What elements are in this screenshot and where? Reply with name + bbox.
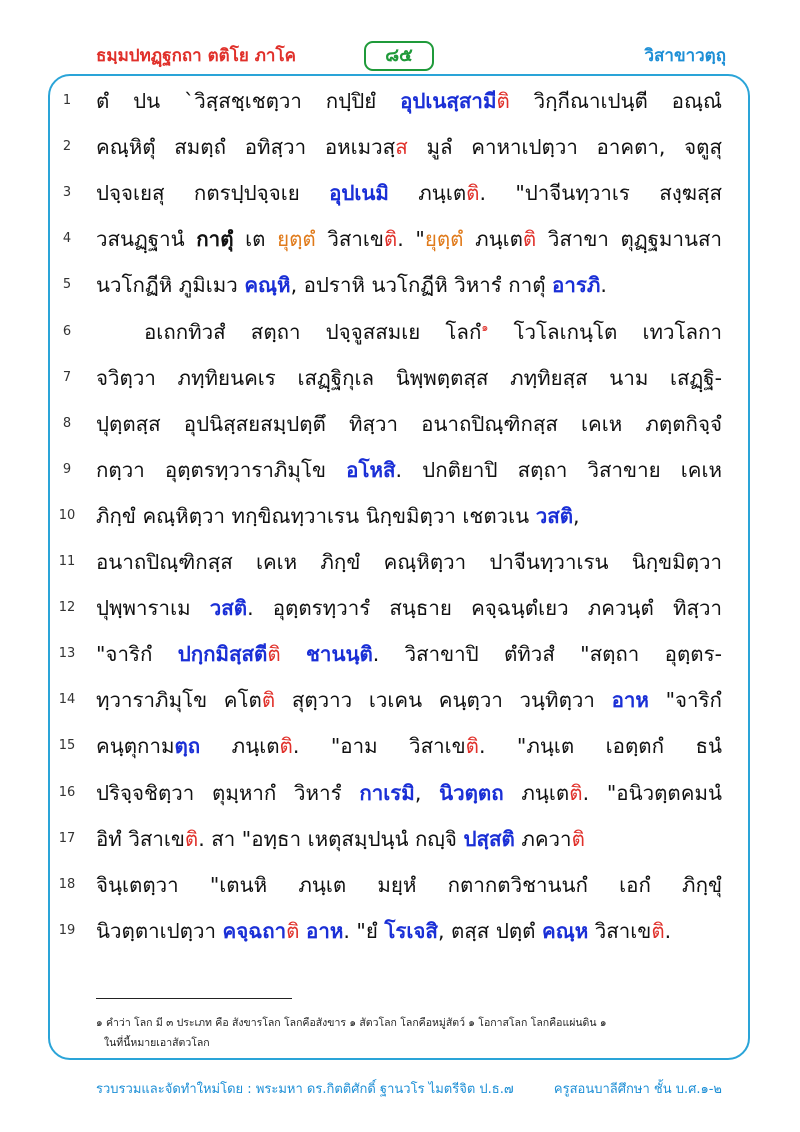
header-book-title: ธมฺมปทฏฺฐกถา ตติโย ภาโค — [96, 46, 296, 66]
highlighted-word: ติ — [522, 227, 537, 252]
highlighted-word: ยุตฺตํ — [277, 227, 316, 252]
highlighted-word: วสติ — [535, 503, 574, 528]
highlighted-word: ติ — [466, 181, 480, 206]
text-run: วิสาเข — [315, 227, 384, 252]
highlighted-word: ๑ — [481, 320, 489, 334]
text-line — [96, 170, 722, 216]
text-run: . "ยํ — [343, 918, 385, 943]
highlighted-word: อุปเนสฺสามี — [400, 89, 497, 113]
text-line — [96, 585, 722, 631]
text-run: มูลํ คาหาเปตฺวา อาคตา, จตูสุ — [407, 135, 722, 160]
text-run: . — [664, 918, 672, 943]
text-run: , ตสฺส ปตฺตํ — [437, 918, 542, 943]
line-number: 6 — [62, 323, 72, 339]
line-number: 12 — [58, 600, 76, 616]
highlighted-word: กาเรมิ — [359, 780, 415, 805]
text-run: วิสาขา ตุฏฺฐมานสา — [536, 227, 722, 252]
line-number: 13 — [58, 646, 76, 662]
highlighted-word: คจฺฉถา — [222, 918, 287, 943]
page-number-badge: ๘๕ — [364, 41, 434, 71]
text-run: ปุตฺตสฺส อุปนิสฺสยสมฺปตฺตึ ทิสฺวา อนาถปิณฺฑิกสฺส เคเห ภตฺตกิจฺจํ — [96, 411, 722, 436]
text-run: , — [573, 503, 580, 528]
text-run: สุตฺวาว เวเคน คนฺตฺวา วนฺทิตฺวา — [275, 688, 612, 713]
text-run: ปุพฺพาราเม — [96, 596, 210, 621]
text-run: . สา "อทฺธา เหตุสมฺปนฺนํ กญฺจิ — [198, 826, 464, 851]
text-line — [96, 723, 722, 769]
header-section-title: วิสาขาวตฺถุ — [644, 46, 726, 66]
text-run: . วิสาขาปิ ตํทิวสํ "สตฺถา อุตฺตร- — [372, 642, 722, 667]
text-run: คณฺหิตุํ สมตฺถํ อทิสฺวา อหเมวสฺ — [96, 135, 396, 160]
highlighted-word: ติ — [261, 688, 276, 713]
text-line — [96, 309, 722, 355]
highlighted-word: ปกฺกมิสฺสตี — [177, 642, 268, 667]
highlighted-word: ติ — [496, 89, 510, 113]
text-line — [96, 816, 722, 862]
highlighted-word: โรเจสิ — [384, 918, 438, 943]
text-run: ทฺวาราภิมุโข คโต — [96, 688, 262, 713]
text-run: . ปกติยาปิ สตฺถา วิสาขาย เคเห — [395, 457, 722, 482]
text-run: นิวตฺตาเปตฺวา — [96, 918, 223, 943]
text-line — [96, 770, 722, 816]
text-run: ภนฺเต — [463, 227, 523, 252]
line-number: 18 — [58, 876, 76, 892]
highlighted-word: ติ — [651, 918, 665, 943]
text-line — [96, 447, 722, 493]
text-run: ภิกฺขํ คณฺหิตฺวา ทกฺขิณทฺวาเรน นิกฺขมิตฺวา เชตวเน — [96, 503, 536, 528]
text-run: วสนฏฺฐานํ — [96, 227, 197, 252]
text-run: . — [600, 273, 607, 298]
text-run: . "อาม วิสาเข — [292, 734, 466, 759]
line-number: 11 — [58, 554, 76, 569]
highlighted-word: คณฺห — [541, 918, 589, 943]
footnote-divider — [96, 998, 292, 999]
highlighted-word: อาห — [611, 688, 649, 713]
text-line — [96, 677, 722, 723]
text-line — [96, 493, 722, 539]
text-run: จวิตฺวา ภทฺทิยนคเร เสฏฺฐิกุเล นิพฺพตฺตสฺส ภทฺทิยสฺส นาม เสฏฺฐิ- — [96, 365, 722, 390]
text-run: ตํ ปน `วิสฺสชฺเชตฺวา กปฺปิยํ — [96, 89, 401, 113]
line-number: 10 — [58, 507, 76, 523]
footer-course: ครูสอนบาลีศึกษา ชั้น บ.ศ.๑-๒ — [553, 1082, 722, 1097]
highlighted-word: อารภิ — [552, 273, 601, 298]
line-number: 3 — [62, 185, 72, 201]
line-number: 16 — [58, 784, 76, 800]
line-number: 17 — [58, 830, 76, 846]
footnote-line-2: ในที่นี้หมายเอาสัตวโลก — [104, 1037, 210, 1049]
highlighted-word: ติ — [279, 734, 293, 759]
highlighted-word: ติ — [286, 918, 300, 943]
footnote-line-1: ๑ คำว่า โลก มี ๓ ประเภท คือ สังขารโลก โลกคือสังขาร ๑ สัตวโลก โลกคือหมู่สัตว์ ๑ โอกาสโลก โลกคือแผ่นดิน ๑ — [96, 1017, 607, 1029]
text-run: อนาถปิณฺฑิกสฺส เคเห ภิกฺขํ คณฺหิตฺวา ปาจีนทฺวาเรน นิกฺขมิตฺวา — [96, 550, 722, 574]
line-number: 19 — [58, 922, 76, 938]
line-number: 4 — [62, 231, 72, 247]
highlighted-word: ชานนฺติ — [306, 642, 373, 667]
line-number: 7 — [62, 369, 72, 385]
text-run: จินฺเตตฺวา "เตนหิ ภนฺเต มยฺหํ กตากตวิชานนกํ เอกํ ภิกฺขุํ — [96, 872, 722, 897]
line-number: 15 — [58, 738, 76, 754]
highlighted-word: ยุตฺตํ — [424, 227, 464, 252]
text-line — [96, 862, 722, 908]
highlighted-word: ติ — [184, 826, 199, 851]
highlighted-word: กาตุํ — [196, 227, 234, 252]
highlighted-word: ติ — [267, 642, 281, 667]
text-line — [96, 262, 722, 308]
text-run: . อุตฺตรทฺวารํ สนฺธาย คจฺฉนฺตํเยว ภควนฺตํ ทิสฺวา — [247, 596, 722, 621]
line-number: 9 — [62, 461, 72, 477]
text-run: , — [414, 780, 440, 805]
highlighted-word: อุปเนมิ — [329, 181, 389, 206]
text-run: , อปราหิ นวโกฏีหิ วิหารํ กาตุํ — [290, 273, 553, 298]
text-line — [96, 908, 722, 954]
text-run: โวโลเกนฺโต เทวโลกา — [488, 319, 722, 344]
line-number: 5 — [62, 277, 72, 293]
text-run: นวโกฏีหิ ภูมิเมว — [96, 273, 245, 298]
text-line — [96, 401, 722, 447]
text-line — [96, 78, 722, 124]
highlighted-word: ปสฺสติ — [463, 826, 515, 851]
text-run: "จาริกํ — [648, 688, 722, 713]
text-run: "จาริกํ — [96, 642, 178, 667]
text-run: . "อนิวตฺตคมนํ — [582, 780, 722, 805]
text-run: . "ปาจีนทฺวาเร สงฺฆสฺส — [479, 181, 722, 206]
text-run: ภนฺเต — [200, 734, 280, 759]
highlighted-word: ติ — [569, 780, 583, 805]
text-run: คนฺตุกาม — [96, 734, 175, 759]
text-run: ภนฺเต — [503, 780, 570, 805]
line-number: 8 — [62, 415, 72, 431]
highlighted-word: ติ — [465, 734, 479, 759]
highlighted-word: อาห — [306, 918, 344, 943]
text-run: . " — [397, 227, 425, 252]
text-line — [96, 539, 722, 585]
text-run: ปจฺจเยสุ กตรปฺปจฺจเย — [96, 181, 330, 206]
text-run: ภควา — [514, 826, 572, 851]
text-run — [281, 642, 306, 666]
line-number: 2 — [62, 139, 72, 155]
highlighted-word: นิวตฺตถ — [439, 780, 504, 805]
text-run: ปริจฺจชิตฺวา ตุมฺหากํ วิหารํ — [96, 780, 360, 805]
highlighted-word: ตฺถ — [174, 734, 201, 759]
highlighted-word: ติ — [383, 227, 398, 252]
text-run: กตฺวา อุตฺตรทฺวาราภิมุโข — [96, 457, 347, 482]
text-line — [96, 355, 722, 401]
text-line — [96, 124, 722, 170]
highlighted-word: ติ — [571, 826, 585, 851]
highlighted-word: ส — [395, 135, 408, 160]
text-run: . "ภนฺเต เอตฺตกํ ธนํ — [478, 734, 722, 759]
highlighted-word: คณฺหิ — [244, 273, 291, 298]
highlighted-word: อโหสิ — [346, 457, 396, 482]
text-run: อเถกทิวสํ สตฺถา ปจฺจูสสมเย โลกํ — [144, 319, 482, 344]
footer-author: รวบรวมและจัดทำใหม่โดย : พระมหา ดร.กิตติศักดิ์ ฐานวโร ไมตรีจิต ป.ธ.๗ — [96, 1082, 514, 1097]
line-number: 14 — [58, 692, 76, 708]
text-run: เต — [233, 227, 278, 252]
text-line — [96, 216, 722, 262]
text-run: วิสาเข — [588, 918, 652, 943]
highlighted-word: วสติ — [209, 596, 248, 621]
text-run: วิกฺกีณาเปนฺตี อณฺณํ — [509, 89, 722, 113]
text-run: ภนฺเต — [388, 181, 467, 206]
line-number: 1 — [62, 93, 72, 108]
text-run: อิทํ วิสาเข — [96, 826, 185, 851]
text-line — [96, 631, 722, 677]
